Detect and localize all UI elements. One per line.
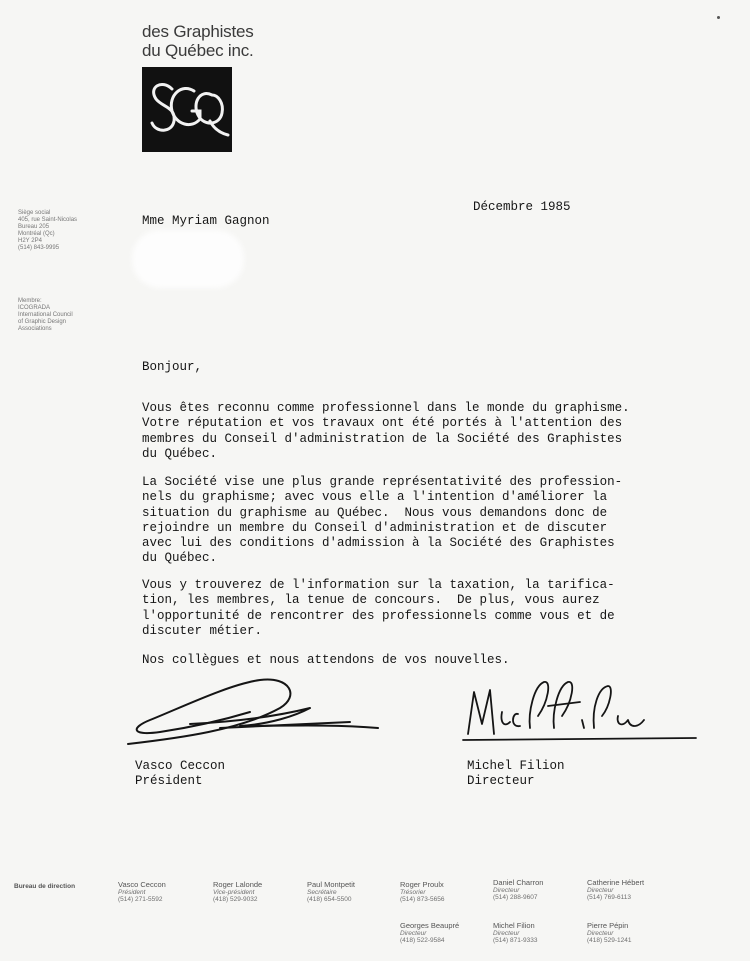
address-line: Bureau 205 xyxy=(18,224,50,230)
member-phone: (514) 871-9333 xyxy=(493,937,538,944)
member-phone: (418) 522-9584 xyxy=(400,937,445,944)
paper-speck xyxy=(717,16,720,19)
membership-note xyxy=(18,298,73,333)
member-line: International Council xyxy=(18,312,73,318)
member-name: Pierre Pépin xyxy=(587,921,629,930)
signer-name: Vasco Ceccon xyxy=(135,759,226,773)
member-role: Directeur xyxy=(587,929,614,937)
address-line: 405, rue Saint-Nicolas xyxy=(18,217,78,223)
director-signature xyxy=(458,672,703,747)
member-name: Michel Filion xyxy=(493,921,535,930)
member-phone: (418) 529-9032 xyxy=(213,896,258,903)
paragraph-line: Votre réputation et vos travaux ont été portés à l'attention des xyxy=(142,416,623,431)
member-line: of Graphic Design xyxy=(18,319,67,325)
member-name: Roger Proulx xyxy=(400,880,444,889)
paragraph-line: avec lui des conditions d'admission à la Société des Graphistes xyxy=(142,536,615,551)
paragraph-closing xyxy=(142,653,642,668)
member-phone: (514) 873-5656 xyxy=(400,896,445,903)
member-role: Secrétaire xyxy=(307,888,337,896)
address-line: (514) 843-9995 xyxy=(18,245,60,251)
signer-name: Michel Filion xyxy=(467,759,565,773)
board-member xyxy=(493,922,537,945)
org-name-line2: du Québec inc. xyxy=(142,41,254,60)
redacted-address xyxy=(132,230,244,288)
member-role: Directeur xyxy=(400,929,427,937)
member-name: Vasco Ceccon xyxy=(118,880,166,889)
board-member xyxy=(213,881,262,904)
signer-title: Président xyxy=(135,774,203,789)
president-signature xyxy=(120,668,385,753)
member-phone: (514) 769-6113 xyxy=(587,894,631,901)
greeting: Bonjour, xyxy=(142,360,203,374)
signer-president xyxy=(135,759,225,790)
address-line: Siège social xyxy=(18,210,51,216)
recipient-name: Mme Myriam Gagnon xyxy=(142,214,270,228)
member-line: ICOGRADA xyxy=(18,305,51,311)
member-name: Daniel Charron xyxy=(493,878,544,887)
paragraph-line: Vous êtes reconnu comme professionnel dans le monde du graphisme. xyxy=(142,401,630,415)
member-name: Catherine Hébert xyxy=(587,878,645,887)
paragraph-line: du Québec. xyxy=(142,446,218,461)
paragraph-line: Nos collègues et nous attendons de vos nouvelles. xyxy=(142,653,510,667)
member-role: Directeur xyxy=(493,929,520,937)
head-office-address xyxy=(18,210,77,252)
paragraph-line: l'opportunité de rencontrer des professionnels comme vous et de xyxy=(142,608,615,623)
paragraph-intro xyxy=(142,401,642,462)
board-member xyxy=(307,881,355,904)
member-role: Directeur xyxy=(493,886,520,894)
paragraph-line: Vous y trouverez de l'information sur la taxation, la tarifica- xyxy=(142,578,615,592)
address-line: H2Y 2P4 xyxy=(18,238,42,244)
signer-director xyxy=(467,759,565,790)
member-role: Président xyxy=(118,888,146,896)
member-name: Georges Beaupré xyxy=(400,921,460,930)
paragraph-line: situation du graphisme au Québec. Nous vous demandons donc de xyxy=(142,505,608,520)
sgq-logo-mark xyxy=(142,67,232,152)
member-phone: (418) 654-5500 xyxy=(307,896,352,903)
member-name: Roger Lalonde xyxy=(213,880,263,889)
paragraph-line: du Québec. xyxy=(142,551,218,566)
paragraph-line: rejoindre un membre du Conseil d'administration et de discuter xyxy=(142,520,608,535)
organization-name xyxy=(142,22,254,60)
board-member xyxy=(587,879,644,902)
paragraph-line: discuter métier. xyxy=(142,623,263,638)
paragraph-line: La Société vise une plus grande représentativité des profession- xyxy=(142,475,623,489)
org-name-line1: des Graphistes xyxy=(142,22,254,41)
member-line: Membre: xyxy=(18,298,42,304)
member-role: Directeur xyxy=(587,886,614,894)
paragraph-benefits xyxy=(142,578,642,639)
address-line: Montréal (Qc) xyxy=(18,231,55,237)
member-name: Paul Montpetit xyxy=(307,880,355,889)
board-member xyxy=(118,881,166,904)
signer-title: Directeur xyxy=(467,774,535,789)
member-role: Vice-président xyxy=(213,888,255,896)
letter-date: Décembre 1985 xyxy=(473,200,571,214)
paragraph-line: nels du graphisme; avec vous elle a l'intention d'améliorer la xyxy=(142,490,608,505)
member-phone: (514) 271-5592 xyxy=(118,896,163,903)
paragraph-line: tion, les membres, la tenue de concours. De plus, vous aurez xyxy=(142,593,600,608)
member-phone: (514) 288-9607 xyxy=(493,894,538,901)
sgq-logo xyxy=(142,67,232,152)
member-line: Associations xyxy=(18,326,52,332)
member-phone: (418) 529-1241 xyxy=(587,937,632,944)
member-role: Trésorier xyxy=(400,888,426,896)
paragraph-mission xyxy=(142,475,642,567)
board-member xyxy=(400,881,444,904)
paragraph-line: membres du Conseil d'administration de la Société des Graphistes xyxy=(142,431,623,446)
board-member xyxy=(400,922,459,945)
board-member xyxy=(587,922,631,945)
board-member xyxy=(493,879,543,902)
board-label: Bureau de direction xyxy=(14,883,76,890)
